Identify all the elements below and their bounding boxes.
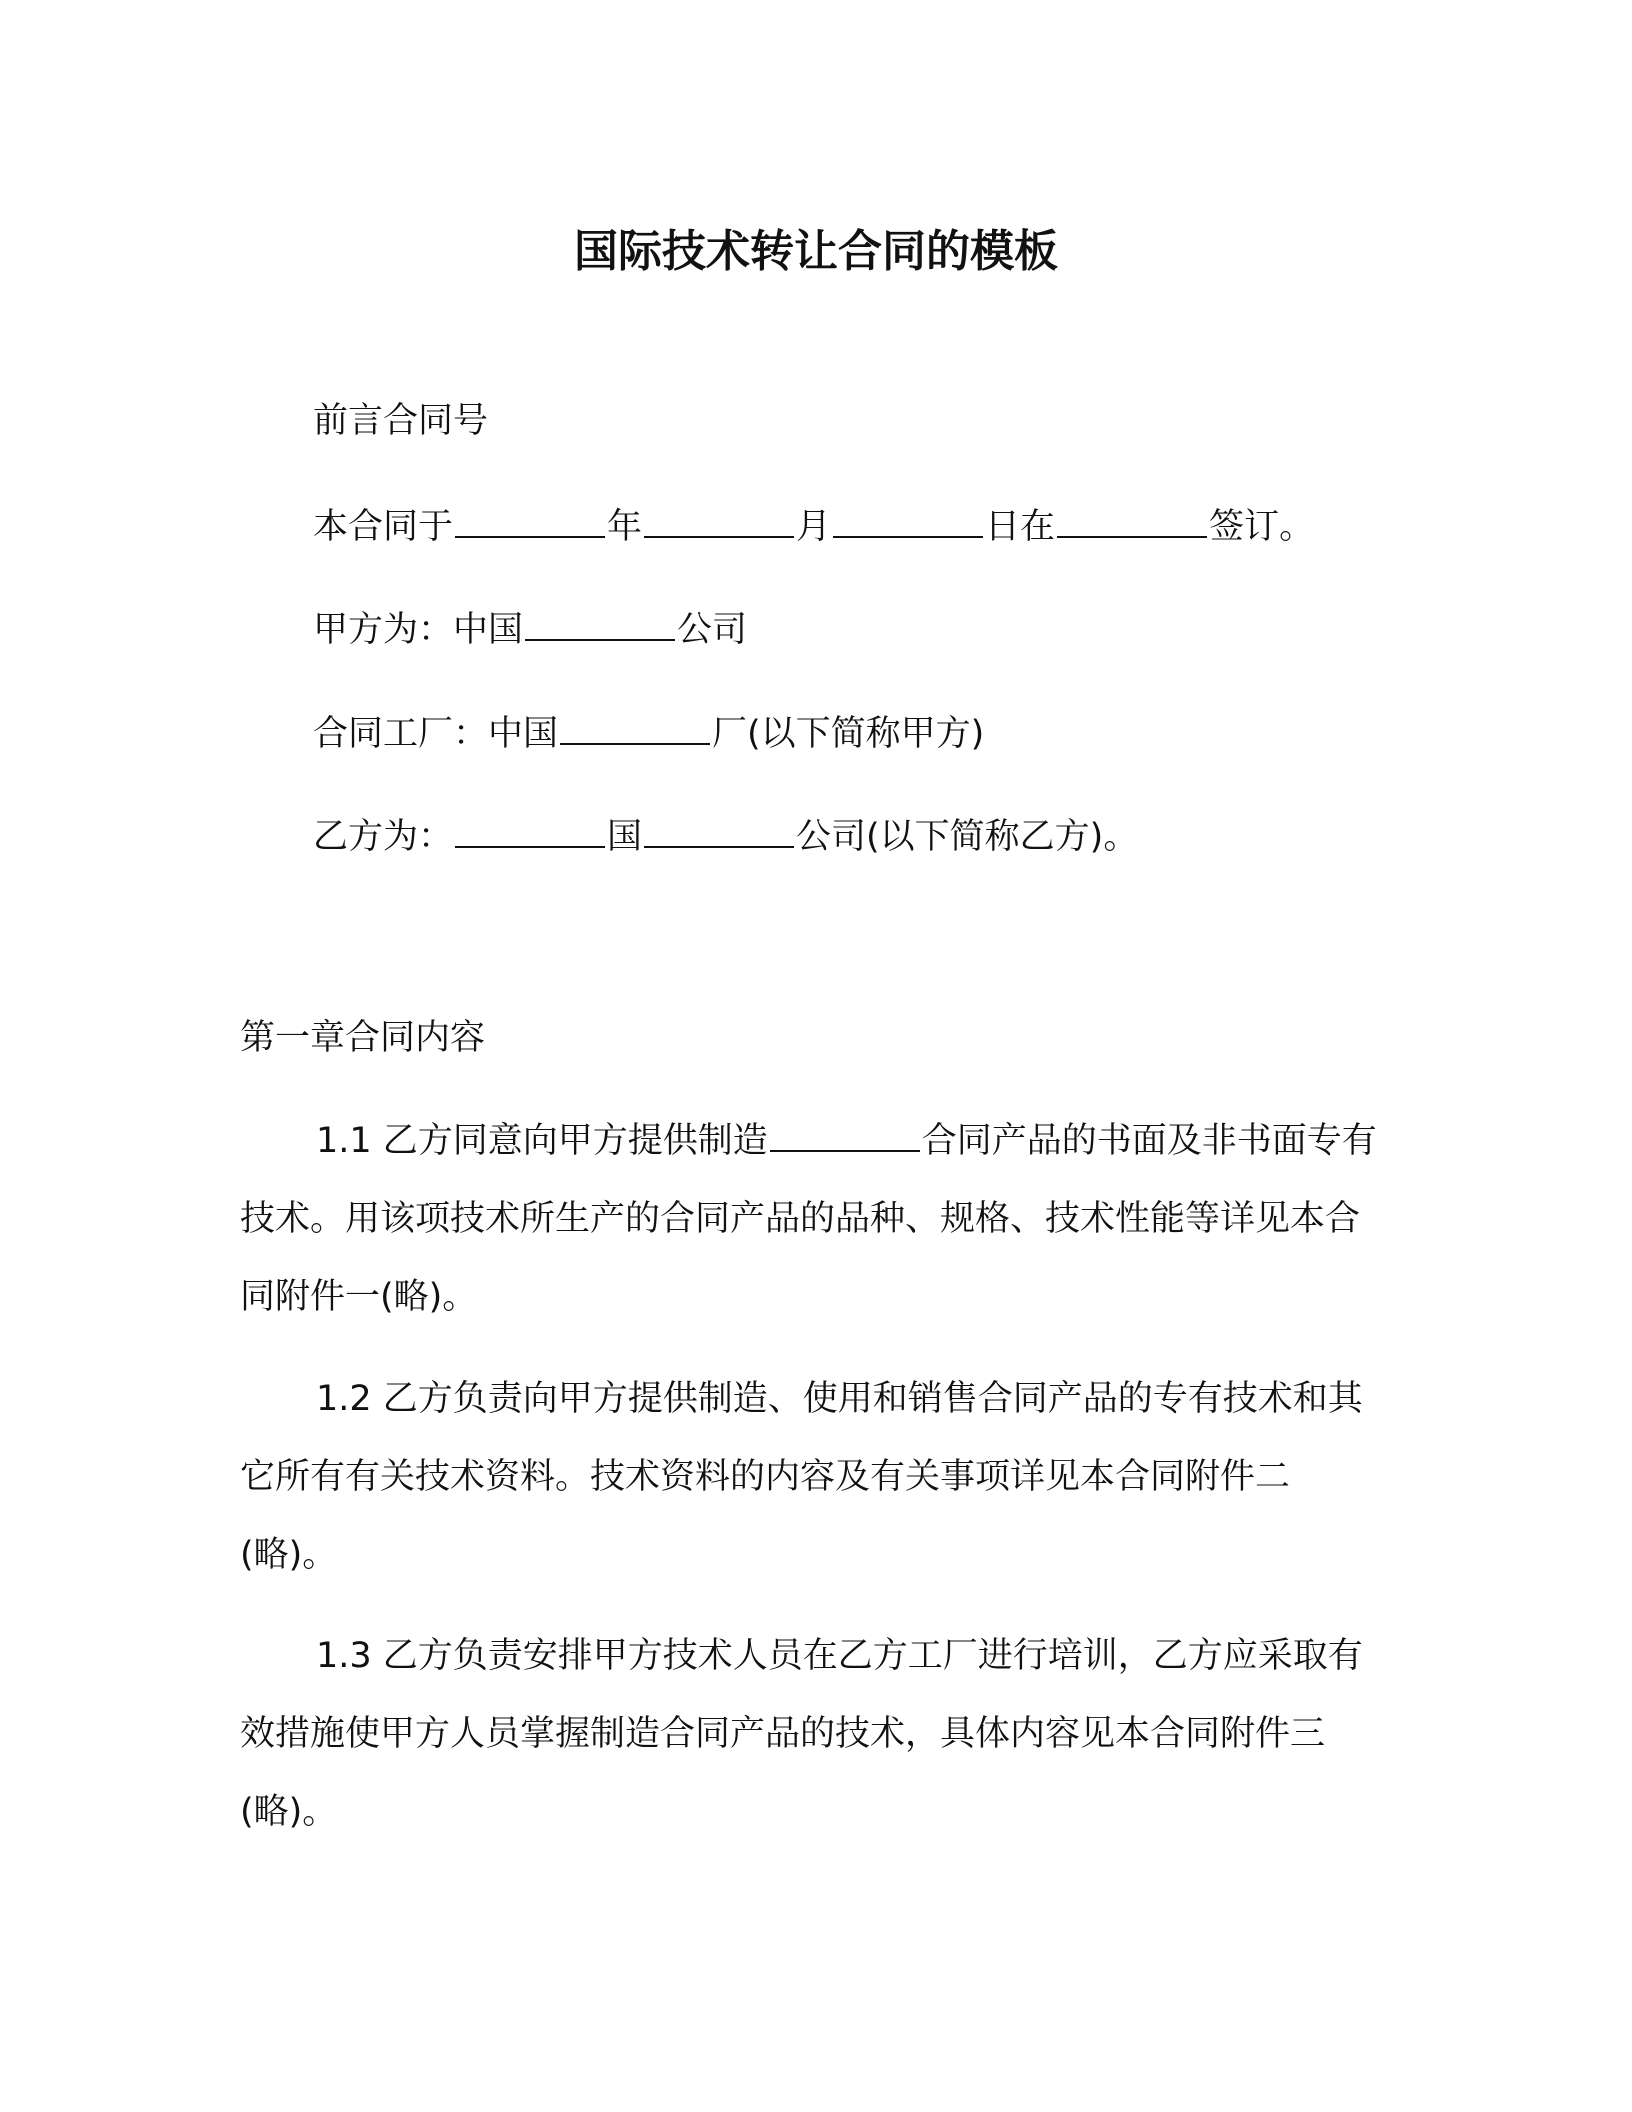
factory-text-2: 厂(以下简称甲方) xyxy=(712,714,985,754)
signing-date-line xyxy=(313,500,1314,552)
party-a-company-blank xyxy=(525,603,675,641)
date-line-text-2: 年 xyxy=(607,507,643,547)
place-blank xyxy=(1057,500,1207,538)
party-b-country-blank xyxy=(455,810,605,848)
party-a-line xyxy=(313,603,747,655)
date-line-text-4: 日在 xyxy=(985,507,1056,547)
date-line-text-5: 签订。 xyxy=(1209,507,1315,547)
party-a-text-2: 公司 xyxy=(677,610,748,650)
product-name-blank xyxy=(770,1114,920,1152)
chapter-1-heading: 第一章合同内容 xyxy=(240,1018,486,1058)
date-line-text-1: 本合同于 xyxy=(313,507,454,547)
factory-line xyxy=(313,707,984,759)
day-blank xyxy=(833,500,983,538)
party-b-text-1: 乙方为： xyxy=(313,817,454,857)
clause-1-1-text-1: 1.1 乙方同意向甲方提供制造 xyxy=(316,1121,768,1161)
clause-1-3: 1.3 乙方负责安排甲方技术人员在乙方工厂进行培训，乙方应采取有效措施使甲方人员掌握制造合同产品的技术，具体内容见本合同附件三(略)。 xyxy=(240,1636,1363,1832)
party-b-company-blank xyxy=(644,810,794,848)
factory-text-1: 合同工厂：中国 xyxy=(313,714,559,754)
factory-name-blank xyxy=(560,707,710,745)
year-blank xyxy=(455,500,605,538)
clause-1-1-text-2: 合同产品的书面及非书面专有技术。用该项技术所生产的合同产品的品种、规格、技术性能等详见本合同附件一(略)。 xyxy=(240,1121,1377,1317)
party-a-text-1: 甲方为：中国 xyxy=(313,610,524,650)
date-line-text-3: 月 xyxy=(796,507,832,547)
preamble-heading: 前言合同号 xyxy=(313,401,489,441)
document-title: 国际技术转让合同的模板 xyxy=(574,226,1058,277)
party-b-line xyxy=(313,810,1138,862)
clause-1-1 xyxy=(240,1102,1380,1336)
party-b-text-2: 国 xyxy=(607,817,643,857)
clause-1-2: 1.2 乙方负责向甲方提供制造、使用和销售合同产品的专有技术和其它所有有关技术资料。技术资料的内容及有关事项详见本合同附件二(略)。 xyxy=(240,1379,1363,1575)
month-blank xyxy=(644,500,794,538)
party-b-text-3: 公司(以下简称乙方)。 xyxy=(796,817,1139,857)
